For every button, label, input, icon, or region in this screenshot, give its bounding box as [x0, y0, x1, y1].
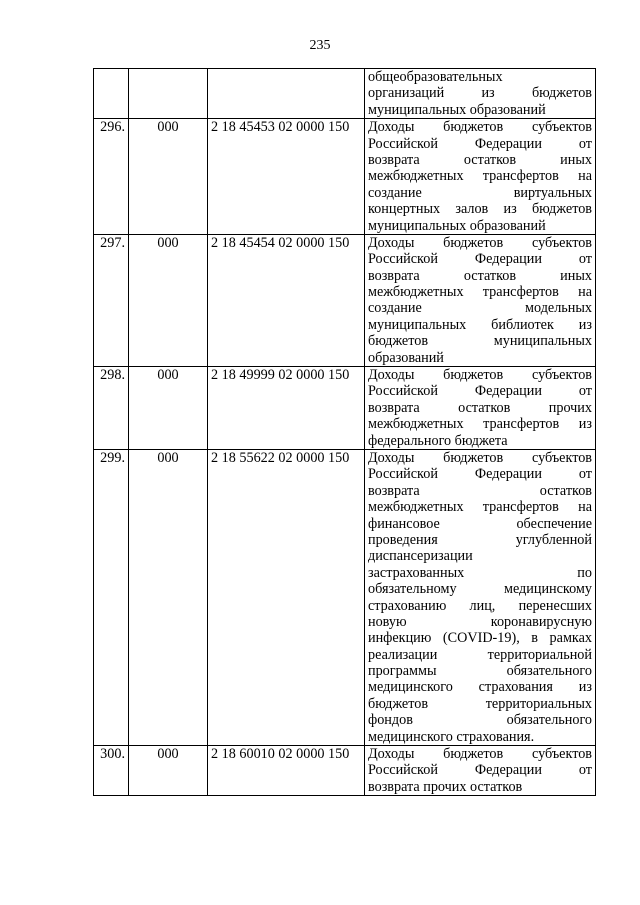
description-line: образований: [368, 349, 444, 366]
description-line: муниципальных библиотек из: [368, 316, 592, 333]
description-line: межбюджетных трансфертов на: [368, 499, 592, 516]
description-line: Российской Федерации от: [368, 251, 592, 268]
description-line: инфекцию (COVID-19), в рамках: [368, 630, 592, 647]
description-line: общеобразовательных: [368, 69, 503, 85]
budget-code-cell: 2 18 55622 02 0000 150: [208, 449, 365, 745]
row-number-cell: [94, 69, 129, 119]
description-line: возврата остатков: [368, 482, 592, 499]
description-line: возврата остатков иных: [368, 151, 592, 168]
budget-code-cell: 2 18 49999 02 0000 150: [208, 367, 365, 450]
table-row: [94, 234, 596, 366]
description-line: программы обязательного: [368, 663, 592, 680]
description-line: Российской Федерации от: [368, 762, 592, 779]
budget-code-cell: [208, 69, 365, 119]
description-line: Доходы бюджетов субъектов: [368, 449, 592, 466]
row-number-cell: 298.: [94, 367, 129, 450]
row-number-cell: 300.: [94, 746, 129, 796]
description-cell: [365, 119, 596, 235]
page-number: 235: [309, 38, 331, 53]
description-cell: [365, 69, 596, 119]
description-line: бюджетов муниципальных: [368, 333, 592, 350]
admin-code-cell: [129, 69, 208, 119]
description-line: Доходы бюджетов субъектов: [368, 234, 592, 251]
table-row: [94, 746, 596, 796]
description-cell: [365, 367, 596, 450]
row-number-cell: 297.: [94, 234, 129, 366]
table-row: [94, 69, 596, 119]
description-line: финансовое обеспечение: [368, 515, 592, 532]
description-line: фондов обязательного: [368, 712, 592, 729]
description-line: медицинского страхования из: [368, 679, 592, 696]
budget-code-cell: 2 18 45454 02 0000 150: [208, 234, 365, 366]
description-line: возврата прочих остатков: [368, 778, 523, 795]
description-cell: [365, 449, 596, 745]
row-number-cell: 299.: [94, 449, 129, 745]
description-line: застрахованных по: [368, 564, 592, 581]
table-row: [94, 449, 596, 745]
description-line: Доходы бюджетов субъектов: [368, 746, 592, 763]
admin-code-cell: 000: [129, 746, 208, 796]
revenue-codes-table: [93, 68, 596, 796]
admin-code-cell: 000: [129, 234, 208, 366]
description-cell: [365, 234, 596, 366]
admin-code-cell: 000: [129, 119, 208, 235]
description-line: обязательному медицинскому: [368, 581, 592, 598]
description-line: создание модельных: [368, 300, 592, 317]
description-line: Доходы бюджетов субъектов: [368, 367, 592, 384]
budget-code-cell: 2 18 45453 02 0000 150: [208, 119, 365, 235]
description-line: бюджетов территориальных: [368, 695, 592, 712]
description-line: межбюджетных трансфертов из: [368, 416, 592, 433]
table-row: [94, 367, 596, 450]
description-line: межбюджетных трансфертов на: [368, 168, 592, 185]
description-line: федерального бюджета: [368, 432, 508, 449]
description-line: диспансеризации: [368, 548, 473, 565]
description-line: Доходы бюджетов субъектов: [368, 119, 592, 136]
description-line: проведения углубленной: [368, 531, 592, 548]
description-line: реализации территориальной: [368, 646, 592, 663]
description-line: возврата остатков прочих: [368, 399, 592, 416]
description-line: концертных залов из бюджетов: [368, 201, 592, 218]
description-line: новую коронавирусную: [368, 613, 592, 630]
description-line: медицинского страхования.: [368, 728, 535, 745]
admin-code-cell: 000: [129, 367, 208, 450]
table-row: [94, 119, 596, 235]
description-line: Российской Федерации от: [368, 135, 592, 152]
description-cell: [365, 746, 596, 796]
description-line: возврата остатков иных: [368, 267, 592, 284]
description-line: Российской Федерации от: [368, 466, 592, 483]
description-line: Российской Федерации от: [368, 383, 592, 400]
description-line: организаций из бюджетов: [368, 85, 592, 102]
budget-code-cell: 2 18 60010 02 0000 150: [208, 746, 365, 796]
admin-code-cell: 000: [129, 449, 208, 745]
row-number-cell: 296.: [94, 119, 129, 235]
description-line: страхованию лиц, перенесших: [368, 597, 592, 614]
description-line: создание виртуальных: [368, 184, 592, 201]
description-line: муниципальных образований: [368, 217, 546, 234]
description-line: межбюджетных трансфертов на: [368, 284, 592, 301]
description-line: муниципальных образований: [368, 101, 546, 118]
